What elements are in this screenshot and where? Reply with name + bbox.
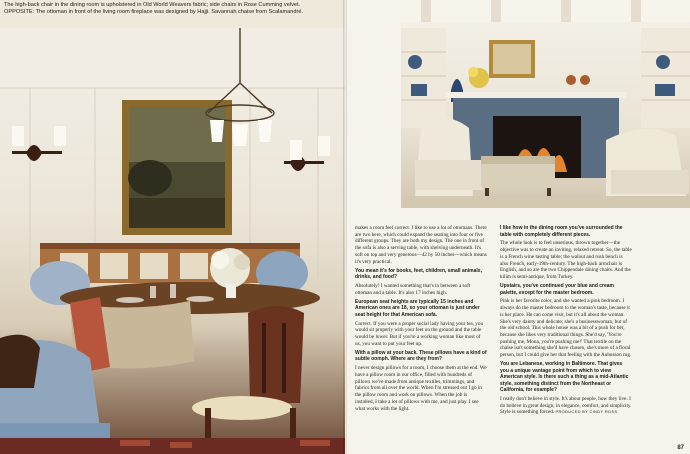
column-2-paragraph-2: Pink is her favorite color, and she wanted a pink bedroom. I always do the master bedroom to the woman's taste, because it is her place. He can come visit, but it's all about the woman. She's very dainty and delicate; she's a businesswoman, but of the old school. This whole house was a bit of a push for her, because she likes very traditional things. She'd say, 'You're pushing me, Mona, you're pushing me!' That textile on the chaise isn't something she'd have chosen, she's more of a floral person, but I could give her that feeling with the Aubusson rug. xyxy=(500,298,632,359)
photo-caption xyxy=(4,2,339,16)
column-2-question-3: You are Lebanese, working in Baltimore. That gives you a unique vantage point from which to view American style. Is there such a thing as a mid-Atlantic style, something distinct from the Northeast or California, for example? xyxy=(500,361,629,394)
column-2-question-2: Upstairs, you've continued your blue and cream palette, except for the master bedroom. xyxy=(500,283,614,296)
column-1-question-3: With a pillow at your back. These pillows have a kind of subtle oomph. Where are they from? xyxy=(355,349,487,363)
article-column-1 xyxy=(355,225,487,415)
right-page xyxy=(345,0,690,454)
produced-by-credit: PRODUCED BY CINDY ROSS xyxy=(555,409,618,415)
page-gutter xyxy=(343,0,347,454)
column-2-paragraph-3-text: I really don't believe in style. It's about people, how they live. I do believe in great design, in elegance, comfort, and simplicity. Style is something forced. xyxy=(500,396,632,416)
page-number: 87 xyxy=(677,445,684,451)
column-2-paragraph-3 xyxy=(500,396,632,416)
column-1-question-1: You mean it's for books, feet, children, small animals, drinks, and food? xyxy=(355,267,482,281)
column-2-question-1: I like how in the dining room you've surrounded the table with completely different pieces. xyxy=(500,225,623,238)
column-1-paragraph-2: Absolutely! I wanted something that's in between a soft ottoman and a table. It's also 17 inches high. xyxy=(355,283,471,296)
dining-room-illustration xyxy=(0,28,345,454)
column-2-paragraph-1: The whole look is to feel unserious, thrown together—the objective was to create an inviting, relaxed retreat. So, the table is a French wine tasting table; the walnut and rush bench is also French, early-19th-century. The high-back armchair is English, and so are the two Chippendale dining chairs. And the kilim is semi-antique, from Turkey. xyxy=(500,240,632,280)
column-1-paragraph-4: I never design pillows for a room, I choose them at the end. We have a pillow room in our office, filled with hundreds of pillows we've made from antique textiles, trimmings, and fabrics from all over the world. When I'm stressed out I go in the pillow room and work on pillows. When the job is installed, I take a lot of pillows with me, and just play. I see what works with the light. xyxy=(355,365,487,412)
living-room-photo xyxy=(401,0,690,208)
dining-room-photo xyxy=(0,28,345,454)
column-1-question-2: European seat heights are typically 15 inches and American ones are 18, so your ottoman is just under seat height for that American sofa. xyxy=(355,298,480,318)
column-1-paragraph-1: makes a room feel correct. I like to use a lot of ottomans. There are two here, which could expand the seating into four or five different groups. They are both my design. The one in front of the sofa is also a serving table, with shelving underneath. It's soft on top and very generous—42 by 50 inches—which means it's very practical. xyxy=(355,225,487,265)
caption-line-1: The high-back chair in the dining room is upholstered in Old World Weavers fabric; side chairs in Rose Cumming velvet. xyxy=(4,2,301,8)
column-1-paragraph-3: Correct. If you were a proper social lady having your tea, you would sit properly with your feet on the ground and the table would be lower. But if you're a working woman like most of us, you want to put your feet up. xyxy=(355,320,484,347)
article-column-2 xyxy=(500,225,632,419)
caption-line-2: OPPOSITE: The ottoman in front of the living room fireplace was designed by Hajji. Savannah chaise from Scalamandré. xyxy=(4,9,304,16)
living-room-illustration xyxy=(401,0,690,208)
